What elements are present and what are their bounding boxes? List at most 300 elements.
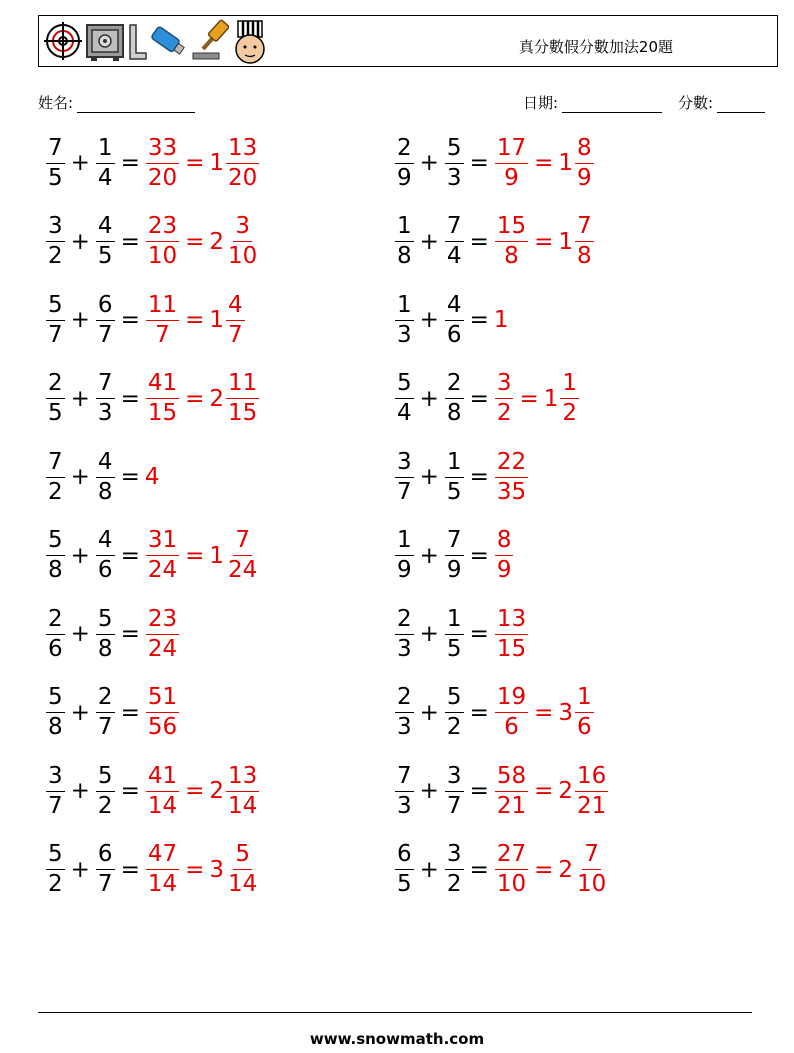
crosshair-icon — [43, 19, 83, 63]
denominator: 9 — [504, 164, 519, 191]
name-label: 姓名: — [38, 94, 74, 112]
safe-icon — [85, 19, 125, 63]
name-line[interactable] — [77, 98, 195, 113]
numerator: 13 — [495, 608, 528, 635]
numerator: 13 — [226, 137, 259, 164]
numerator: 3 — [445, 843, 464, 870]
mixed-whole: 1 — [558, 150, 574, 176]
answer-equals-sign: = — [534, 699, 554, 726]
denominator: 3 — [446, 164, 462, 191]
answer-equals-sign: = — [519, 385, 539, 412]
numerator: 2 — [46, 372, 65, 399]
improper-fraction-answer — [146, 529, 179, 582]
numerator: 31 — [146, 529, 179, 556]
denominator: 5 — [97, 243, 113, 269]
mixed-number-answer — [558, 762, 609, 819]
improper-fraction-answer — [146, 215, 179, 268]
equals-sign: = — [120, 856, 140, 883]
improper-fraction-answer — [495, 529, 514, 582]
numerator: 13 — [226, 765, 259, 792]
denominator: 8 — [577, 243, 592, 269]
mixed-number-answer — [558, 134, 594, 191]
mixed-number-answer — [209, 134, 260, 191]
mixed-fraction — [226, 762, 259, 819]
mixed-whole: 1 — [543, 385, 559, 412]
plus-sign: + — [70, 228, 90, 255]
numerator: 41 — [146, 372, 179, 399]
numerator: 15 — [495, 215, 528, 242]
plus-sign: + — [419, 856, 439, 883]
numerator: 1 — [445, 451, 464, 478]
mixed-fraction — [226, 215, 259, 268]
equals-sign: = — [120, 621, 140, 647]
problem-item — [45, 207, 260, 277]
denominator: 24 — [147, 635, 178, 662]
improper-fraction-answer — [495, 686, 528, 739]
numerator: 1 — [395, 529, 414, 556]
plus-sign: + — [419, 464, 439, 490]
denominator: 10 — [496, 871, 527, 897]
addend-fraction — [445, 215, 464, 268]
problem-item — [394, 599, 529, 669]
addend-fraction — [395, 372, 414, 425]
denominator: 9 — [397, 164, 412, 191]
improper-fraction-answer — [146, 843, 179, 896]
numerator: 7 — [46, 451, 65, 478]
mixed-fraction — [560, 372, 579, 425]
denominator: 10 — [147, 243, 178, 269]
name-field[interactable] — [38, 92, 195, 113]
denominator: 15 — [228, 400, 258, 426]
denominator: 14 — [228, 792, 258, 819]
equals-sign: = — [469, 228, 489, 255]
denominator: 6 — [48, 635, 63, 662]
numerator: 4 — [96, 529, 115, 556]
denominator: 2 — [446, 871, 462, 897]
addend-fraction — [445, 134, 464, 191]
addend-fraction — [96, 291, 115, 348]
numerator: 11 — [226, 372, 259, 399]
addend-fraction — [96, 605, 115, 662]
numerator: 5 — [445, 686, 464, 713]
improper-fraction-answer — [495, 605, 528, 662]
problem-item — [45, 128, 260, 198]
footer-rule — [38, 1012, 752, 1013]
numerator: 1 — [560, 372, 579, 399]
problem-item — [45, 599, 180, 669]
numerator: 7 — [395, 765, 414, 792]
plus-sign: + — [419, 150, 439, 176]
answer-equals-sign: = — [534, 856, 554, 883]
denominator: 2 — [496, 400, 512, 426]
equals-sign: = — [469, 385, 489, 412]
denominator: 9 — [496, 557, 512, 583]
addend-fraction — [445, 686, 464, 739]
addend-fraction — [445, 605, 464, 662]
addend-fraction — [395, 762, 414, 819]
denominator: 7 — [228, 321, 243, 348]
denominator: 9 — [577, 164, 592, 191]
plus-sign: + — [70, 778, 90, 804]
ruler-square-icon — [127, 19, 147, 63]
addend-fraction — [46, 291, 65, 348]
numerator: 2 — [395, 137, 414, 164]
mixed-number-answer — [209, 215, 260, 268]
answer — [145, 134, 260, 191]
numerator: 1 — [445, 608, 464, 635]
answer — [494, 134, 595, 191]
addend-fraction — [395, 605, 414, 662]
mixed-whole: 2 — [558, 856, 574, 883]
addend-fraction — [96, 529, 115, 582]
mixed-whole: 3 — [209, 856, 225, 883]
mixed-number-answer — [209, 372, 260, 425]
answer — [494, 843, 609, 896]
score-line[interactable] — [717, 98, 765, 113]
numerator: 5 — [395, 372, 414, 399]
improper-fraction-answer — [495, 215, 528, 268]
numerator: 3 — [46, 215, 65, 242]
denominator: 7 — [48, 792, 63, 819]
problem-item — [394, 442, 529, 512]
answer — [494, 605, 529, 662]
problem-item — [45, 364, 260, 434]
improper-fraction-answer — [146, 686, 179, 739]
numerator: 47 — [146, 843, 179, 870]
answer — [145, 605, 180, 662]
addend-fraction — [395, 215, 414, 268]
answer-equals-sign: = — [185, 778, 205, 804]
denominator: 7 — [48, 321, 63, 348]
numerator: 6 — [395, 843, 414, 870]
addend-fraction — [395, 134, 414, 191]
improper-fraction-answer — [495, 372, 514, 425]
plus-sign: + — [419, 228, 439, 255]
equals-sign: = — [469, 856, 489, 883]
denominator: 8 — [446, 400, 462, 426]
denominator: 8 — [504, 243, 519, 269]
numerator: 1 — [96, 137, 115, 164]
numerator: 51 — [146, 686, 179, 713]
equals-sign: = — [120, 464, 140, 490]
numerator: 1 — [395, 294, 414, 321]
plus-sign: + — [419, 621, 439, 647]
numerator: 6 — [96, 843, 115, 870]
denominator: 8 — [48, 714, 63, 740]
numerator: 5 — [46, 843, 65, 870]
numerator: 2 — [395, 608, 414, 635]
denominator: 8 — [97, 478, 113, 505]
denominator: 15 — [496, 635, 527, 662]
numerator: 5 — [96, 608, 115, 635]
answer — [494, 215, 595, 268]
score-label: 分數: — [678, 94, 714, 112]
improper-fraction-answer — [146, 605, 179, 662]
addend-fraction — [445, 762, 464, 819]
problem-item — [45, 835, 260, 905]
problem-item — [45, 285, 246, 355]
denominator: 2 — [48, 478, 63, 505]
mixed-whole: 3 — [558, 699, 574, 726]
denominator: 14 — [228, 871, 258, 897]
numerator: 5 — [46, 686, 65, 713]
addend-fraction — [395, 529, 414, 582]
answer-equals-sign: = — [534, 228, 554, 255]
plus-sign: + — [419, 385, 439, 412]
score-field[interactable] — [678, 92, 765, 113]
numerator: 5 — [233, 843, 252, 870]
numerator: 1 — [575, 686, 594, 713]
problem-item — [394, 364, 580, 434]
improper-fraction-answer — [146, 762, 179, 819]
numerator: 5 — [96, 765, 115, 792]
addend-fraction — [46, 762, 65, 819]
denominator: 3 — [397, 714, 412, 740]
numerator: 2 — [96, 686, 115, 713]
equals-sign: = — [120, 228, 140, 255]
equals-sign: = — [469, 621, 489, 647]
problem-item — [394, 521, 514, 591]
problem-item — [394, 678, 595, 748]
answer — [494, 686, 595, 739]
problem-item — [45, 678, 180, 748]
denominator: 5 — [446, 478, 462, 505]
denominator: 7 — [97, 714, 113, 740]
mixed-number-answer — [209, 291, 245, 348]
numerator: 41 — [146, 765, 179, 792]
denominator: 8 — [48, 557, 63, 583]
numerator: 58 — [495, 765, 528, 792]
plus-sign: + — [70, 699, 90, 726]
answer-equals-sign: = — [185, 307, 205, 333]
date-label: 日期: — [523, 94, 559, 112]
numerator: 7 — [46, 137, 65, 164]
improper-fraction-answer — [495, 448, 528, 505]
mixed-whole: 1 — [558, 228, 574, 255]
addend-fraction — [46, 372, 65, 425]
numerator: 5 — [46, 529, 65, 556]
denominator: 20 — [228, 164, 258, 191]
problem-item — [45, 756, 260, 826]
mixed-fraction — [575, 762, 608, 819]
answer — [145, 372, 260, 425]
numerator: 16 — [575, 765, 608, 792]
mixed-number-answer — [558, 215, 594, 268]
plus-sign: + — [70, 856, 90, 883]
denominator: 20 — [147, 164, 178, 191]
answer-equals-sign: = — [534, 778, 554, 804]
denominator: 10 — [577, 871, 607, 897]
mixed-fraction — [226, 291, 245, 348]
answer — [145, 464, 161, 490]
equals-sign: = — [469, 699, 489, 726]
answer-equals-sign: = — [185, 228, 205, 255]
denominator: 9 — [397, 557, 412, 583]
numerator: 5 — [445, 137, 464, 164]
denominator: 7 — [155, 321, 170, 348]
equals-sign: = — [120, 385, 140, 412]
equals-sign: = — [469, 542, 489, 569]
addend-fraction — [96, 448, 115, 505]
numerator: 33 — [146, 137, 179, 164]
addend-fraction — [96, 762, 115, 819]
answer-equals-sign: = — [185, 385, 205, 412]
mixed-number-answer — [544, 372, 580, 425]
numerator: 7 — [575, 215, 594, 242]
numerator: 17 — [495, 137, 528, 164]
answer — [494, 529, 515, 582]
mixed-number-answer — [209, 843, 260, 896]
numerator: 23 — [146, 608, 179, 635]
mixed-number-answer — [558, 686, 594, 739]
denominator: 4 — [446, 243, 462, 269]
mixed-whole: 2 — [209, 778, 225, 804]
numerator: 2 — [46, 608, 65, 635]
problem-item — [394, 207, 595, 277]
answer — [494, 762, 609, 819]
denominator: 6 — [446, 321, 462, 348]
denominator: 6 — [504, 714, 519, 740]
mixed-fraction — [575, 843, 608, 896]
numerator: 2 — [395, 686, 414, 713]
addend-fraction — [395, 686, 414, 739]
mixed-whole: 2 — [209, 385, 225, 412]
equals-sign: = — [120, 150, 140, 176]
addend-fraction — [96, 134, 115, 191]
addend-fraction — [445, 372, 464, 425]
answer-equals-sign: = — [185, 150, 205, 176]
gavel-icon — [189, 19, 229, 63]
answer — [494, 448, 529, 505]
numerator: 4 — [96, 451, 115, 478]
improper-fraction-answer — [495, 134, 528, 191]
denominator: 4 — [397, 400, 412, 426]
plus-sign: + — [70, 307, 90, 333]
denominator: 7 — [397, 478, 412, 505]
usb-drive-icon — [149, 19, 187, 63]
numerator: 7 — [445, 215, 464, 242]
answer — [145, 686, 180, 739]
plus-sign: + — [419, 778, 439, 804]
addend-fraction — [445, 529, 464, 582]
numerator: 8 — [575, 137, 594, 164]
denominator: 2 — [48, 871, 63, 897]
numerator: 3 — [46, 765, 65, 792]
addend-fraction — [96, 215, 115, 268]
denominator: 24 — [228, 557, 258, 583]
mixed-fraction — [575, 215, 594, 268]
mixed-number-answer — [209, 762, 260, 819]
numerator: 7 — [96, 372, 115, 399]
numerator: 6 — [96, 294, 115, 321]
mixed-whole: 1 — [209, 307, 225, 333]
mixed-fraction — [226, 529, 259, 582]
numerator: 7 — [233, 529, 252, 556]
mixed-whole: 1 — [209, 542, 225, 569]
addend-fraction — [46, 448, 65, 505]
denominator: 3 — [397, 635, 412, 662]
answer — [145, 215, 260, 268]
plus-sign: + — [70, 542, 90, 569]
plus-sign: + — [70, 464, 90, 490]
denominator: 3 — [397, 321, 412, 348]
improper-fraction-answer — [495, 762, 528, 819]
problem-item — [45, 521, 260, 591]
denominator: 21 — [496, 792, 527, 819]
numerator: 3 — [233, 215, 252, 242]
date-line[interactable] — [562, 98, 662, 113]
denominator: 5 — [446, 635, 462, 662]
plus-sign: + — [419, 542, 439, 569]
numerator: 5 — [46, 294, 65, 321]
denominator: 8 — [397, 243, 412, 269]
denominator: 7 — [97, 321, 113, 348]
plus-sign: + — [70, 621, 90, 647]
equals-sign: = — [469, 778, 489, 804]
denominator: 2 — [97, 792, 113, 819]
problem-item — [45, 442, 160, 512]
addend-fraction — [445, 448, 464, 505]
numerator: 23 — [146, 215, 179, 242]
mixed-fraction — [575, 134, 594, 191]
numerator: 3 — [445, 765, 464, 792]
denominator: 24 — [147, 557, 178, 583]
addend-fraction — [395, 448, 414, 505]
numerator: 2 — [445, 372, 464, 399]
problem-item — [394, 756, 609, 826]
mixed-fraction — [226, 134, 259, 191]
denominator: 5 — [48, 164, 63, 191]
mixed-number-answer — [558, 843, 609, 896]
mixed-whole: 1 — [209, 150, 225, 176]
numerator: 4 — [226, 294, 245, 321]
footer-url: www.snowmath.com — [309, 1030, 485, 1048]
numerator: 7 — [582, 843, 601, 870]
denominator: 56 — [147, 714, 178, 740]
denominator: 9 — [446, 557, 462, 583]
denominator: 3 — [397, 792, 412, 819]
numerator: 7 — [445, 529, 464, 556]
numerator: 8 — [495, 529, 514, 556]
denominator: 2 — [562, 400, 578, 426]
addend-fraction — [46, 134, 65, 191]
worksheet-title: 真分數假分數加法20題 — [518, 38, 673, 56]
header-box — [38, 15, 778, 67]
denominator: 5 — [397, 871, 412, 897]
addend-fraction — [445, 843, 464, 896]
addend-fraction — [96, 372, 115, 425]
denominator: 2 — [446, 714, 462, 740]
denominator: 8 — [97, 635, 113, 662]
answer-equals-sign: = — [185, 542, 205, 569]
denominator: 35 — [496, 478, 527, 505]
denominator: 21 — [577, 792, 607, 819]
answer-equals-sign: = — [534, 150, 554, 176]
addend-fraction — [46, 215, 65, 268]
plus-sign: + — [419, 699, 439, 726]
improper-fraction-answer — [146, 372, 179, 425]
equals-sign: = — [120, 778, 140, 804]
denominator: 3 — [97, 400, 113, 426]
addend-fraction — [46, 605, 65, 662]
equals-sign: = — [469, 307, 489, 333]
plus-sign: + — [419, 307, 439, 333]
mixed-whole: 2 — [209, 228, 225, 255]
numerator: 1 — [395, 215, 414, 242]
date-field[interactable] — [523, 92, 662, 113]
prisoner-icon — [231, 19, 269, 67]
numerator: 19 — [495, 686, 528, 713]
